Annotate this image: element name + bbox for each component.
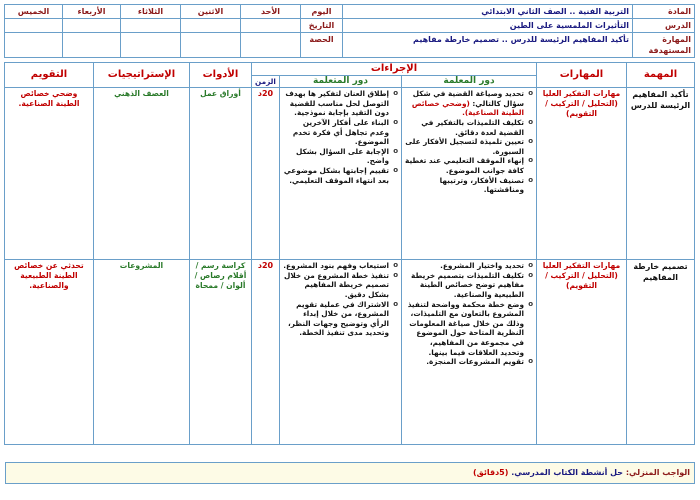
task-cell: تأكيد المفاهيم الرئيسة للدرس [627, 88, 695, 260]
date-cell-3 [121, 19, 181, 33]
evaluation-cell: تحدثي عن خصائص الطينة الطبيعية والصناعية. [4, 260, 93, 445]
col-header-tools: الأدوات [189, 63, 251, 88]
lesson-value: التأثيرات الملمسية على الطين [343, 19, 633, 33]
header-table [4, 4, 695, 58]
homework-minutes: (5دقائق) [472, 468, 509, 477]
evaluation-cell: وضحي خصائص الطينة الصناعية. [4, 88, 93, 260]
list-item [405, 176, 533, 195]
list-item: o البناء على أفكار الآخرين وعدم تجاهل أي فكرة تخدم الموضوع. [283, 118, 398, 147]
student-role-cell [280, 88, 402, 260]
list-item: o تكليف التلميذات بتصميم خريطة مفاهيم توضح خصائص الطينة الطبيعية والصناعية. [405, 271, 533, 300]
col-header-skills: المهارات [537, 63, 627, 88]
time-cell: 20د [251, 260, 279, 445]
list-item [405, 156, 533, 175]
teacher-role-cell [402, 260, 537, 445]
date-cell-4 [63, 19, 121, 33]
subject-label: المادة [633, 5, 695, 19]
list-item: o تقييم إجابتها بشكل موضوعي بعد انتهاء الموقف التعليمي. [283, 166, 398, 185]
col-header-student-role: دور المتعلمة [280, 75, 402, 88]
col-header-task: المهمة [627, 63, 695, 88]
weekday-wednesday: الأربعاء [63, 5, 121, 19]
weekday-tuesday: الثلاثاء [121, 5, 181, 19]
list-item: o استيعاب وفهم بنود المشروع. [283, 261, 398, 271]
tools-cell: كراسة رسم / أقلام رصاص / ألوان / ممحاة [189, 260, 251, 445]
plan-table [4, 62, 695, 445]
list-item [405, 118, 533, 137]
list-item: o إطلاق العنان لتفكير ها بهدف التوصل لحل مناسب للقضية دون التقيد بإجابة نموذجية. [283, 89, 398, 118]
strategy-cell: المشروعات [93, 260, 189, 445]
date-cell-5 [5, 19, 63, 33]
weekday-monday: الاثنين [181, 5, 241, 19]
teacher-item-text: تعيين تلميذة لتسجيل الأفكار على السبورة. [405, 137, 524, 156]
period-cell-4 [63, 33, 121, 58]
list-item [405, 89, 533, 118]
list-item: o تحديد واختيار المشروع. [405, 261, 533, 271]
tools-cell: أوراق عمل [189, 88, 251, 260]
col-header-procedures: الإجراءات [251, 63, 536, 76]
subject-value: التربية الفنية .. الصف الثاني الابتدائي [343, 5, 633, 19]
task-cell: تصميم خارطة المفاهيم [627, 260, 695, 445]
weekday-sunday: الأحد [241, 5, 301, 19]
homework-bar [5, 462, 695, 484]
period-label: الحصة [301, 33, 343, 58]
teacher-item-text: تصنيف الأفكار، وترتيبها ومناقشتها. [439, 175, 524, 195]
col-header-time: الزمن [251, 75, 279, 88]
student-role-cell [280, 260, 402, 445]
period-cell-1 [241, 33, 301, 58]
list-item: o وضع خطة محكمة وواضحة لتنفيذ المشروع بالتعاون مع التلميذات، وذلك من خلال صياغة المعلومات النظرية المتاحة حول الموضوع في مجموعة من المفاهيم، وتحديد العلاقات فيما بينها. [405, 300, 533, 358]
teacher-item-text: تكليف التلميذات بالتفكير في القضية لعدة دقائق. [421, 117, 524, 137]
col-header-evaluation: التقويم [4, 63, 93, 88]
teacher-item-text: تحديد وصياغة القضية في شكل سؤال كالتالي: [412, 89, 524, 108]
list-item: o تنفيذ خطة المشروع من خلال تصميم خريطة المفاهيم بشكل دقيق. [283, 271, 398, 300]
period-cell-3 [121, 33, 181, 58]
table-row [4, 88, 694, 260]
teacher-item-text: إنهاء الموقف التعليمي عند تغطية كافة جوانب الموضوع. [405, 156, 524, 175]
homework-text: حل أنشطة الكتاب المدرسي. [508, 468, 624, 477]
period-cell-2 [181, 33, 241, 58]
list-item: o الإجابة على السؤال بشكل واضح. [283, 147, 398, 166]
period-cell-5 [5, 33, 63, 58]
skill-label: المهارة المستهدفة [633, 33, 695, 58]
teacher-item-highlight: (وضحي خصائص الطينة الصناعية). [411, 98, 524, 118]
day-label: اليوم [301, 5, 343, 19]
col-header-strategies: الإستراتيجيات [93, 63, 189, 88]
date-label: التاريخ [301, 19, 343, 33]
date-cell-1 [241, 19, 301, 33]
weekday-thursday: الخميس [5, 5, 63, 19]
list-item: o تقويم المشروعات المنجزة. [405, 357, 533, 367]
skill-value: تأكيد المفاهيم الرئيسة للدرس .. تصميم خارطة مفاهيم [343, 33, 633, 58]
time-cell: 20د [251, 88, 279, 260]
list-item [405, 137, 533, 156]
list-item: o الاشتراك في عملية تقويم المشروع، من خلال إبداء الرأي وتوضيح وجهات النظر، وتحديد مدى تنفيذ الخطة. [283, 300, 398, 338]
homework-label: الواجب المنزلي: [623, 468, 690, 477]
strategy-cell: العصف الذهني [93, 88, 189, 260]
skills-cell: مهارات التفكير العليا (التحليل / التركيب / التقويم) [537, 260, 627, 445]
teacher-role-cell [402, 88, 537, 260]
skills-cell: مهارات التفكير العليا (التحليل / التركيب / التقويم) [537, 88, 627, 260]
lesson-label: الدرس [633, 19, 695, 33]
col-header-teacher-role: دور المعلمة [402, 75, 537, 88]
table-row [4, 260, 694, 445]
date-cell-2 [181, 19, 241, 33]
